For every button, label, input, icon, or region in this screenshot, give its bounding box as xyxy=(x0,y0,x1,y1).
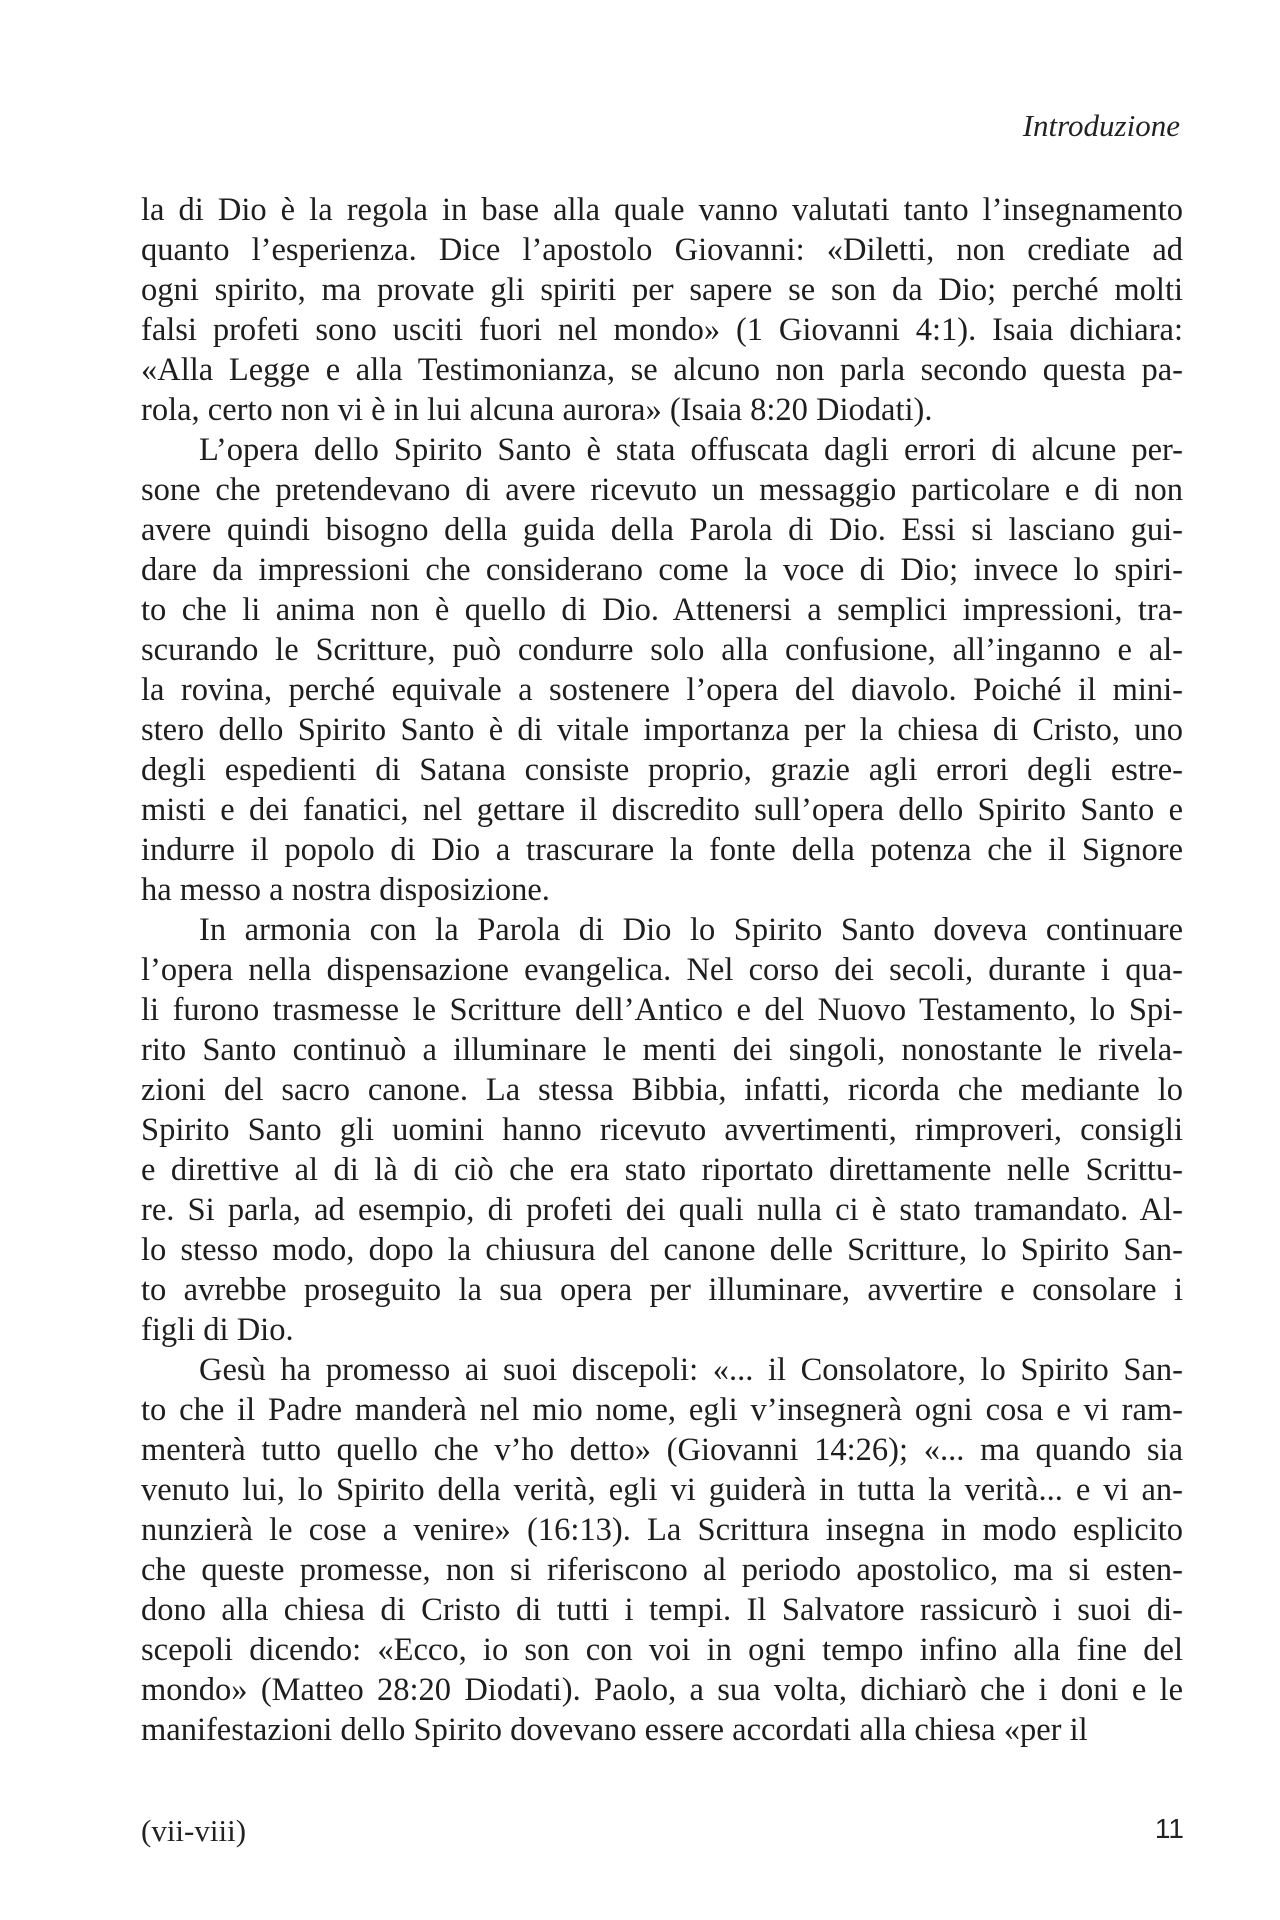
text-line: dono alla chiesa di Cristo di tutti i tempi. Il Salvatore rassicurò i suoi di- xyxy=(141,1592,1183,1628)
text-line: e direttive al di là di ciò che era stato riportato direttamente nelle Scrittu- xyxy=(141,1152,1183,1188)
section-reference: (vii-viii) xyxy=(141,1813,247,1848)
text-line: falsi profeti sono usciti fuori nel mondo» (1 Giovanni 4:1). Isaia dichiara: xyxy=(141,312,1183,348)
text-line: quanto l’esperienza. Dice l’apostolo Giovanni: «Diletti, non crediate ad xyxy=(141,232,1183,268)
text-line: menterà tutto quello che v’ho detto» (Giovanni 14:26); «... ma quando sia xyxy=(141,1432,1183,1468)
paragraph xyxy=(141,190,1183,430)
running-header-title: Introduzione xyxy=(1022,108,1180,143)
text-line: ha messo a nostra disposizione. xyxy=(141,872,550,908)
text-line: re. Si parla, ad esempio, di profeti dei quali nulla ci è stato tramandato. Al- xyxy=(141,1192,1183,1228)
text-line: la di Dio è la regola in base alla quale vanno valutati tanto l’insegnamento xyxy=(141,192,1183,228)
text-line: rito Santo continuò a illuminare le menti dei singoli, nonostante le rivela- xyxy=(141,1032,1183,1068)
page-number: 11 xyxy=(1154,1813,1184,1844)
text-line: to avrebbe proseguito la sua opera per illuminare, avvertire e consolare i xyxy=(141,1272,1183,1308)
text-line: Spirito Santo gli uomini hanno ricevuto avvertimenti, rimproveri, consigli xyxy=(141,1112,1183,1148)
text-line: avere quindi bisogno della guida della Parola di Dio. Essi si lasciano gui- xyxy=(141,512,1183,548)
text-line: indurre il popolo di Dio a trascurare la fonte della potenza che il Signore xyxy=(141,832,1183,868)
text-line: figli di Dio. xyxy=(141,1312,294,1348)
text-line: Gesù ha promesso ai suoi discepoli: «... il Consolatore, lo Spirito San- xyxy=(199,1352,1183,1388)
text-line: manifestazioni dello Spirito dovevano essere accordati alla chiesa «per il xyxy=(141,1712,1088,1748)
text-line: sone che pretendevano di avere ricevuto un messaggio particolare e di non xyxy=(141,472,1183,508)
text-line: la rovina, perché equivale a sostenere l’opera del diavolo. Poiché il mini- xyxy=(141,672,1183,708)
text-line: li furono trasmesse le Scritture dell’Antico e del Nuovo Testamento, lo Spi- xyxy=(141,992,1183,1028)
text-line: scurando le Scritture, può condurre solo alla confusione, all’inganno e al- xyxy=(141,632,1183,668)
text-line: misti e dei fanatici, nel gettare il discredito sull’opera dello Spirito Santo e xyxy=(141,792,1183,828)
text-line: scepoli dicendo: «Ecco, io son con voi in ogni tempo infino alla fine del xyxy=(141,1632,1183,1668)
text-line: In armonia con la Parola di Dio lo Spirito Santo doveva continuare xyxy=(199,912,1183,948)
text-line: nunzierà le cose a venire» (16:13). La Scrittura insegna in modo esplicito xyxy=(141,1512,1183,1548)
paragraph xyxy=(141,1350,1183,1750)
text-line: «Alla Legge e alla Testimonianza, se alcuno non parla secondo questa pa- xyxy=(141,352,1183,388)
text-line: to che il Padre manderà nel mio nome, egli v’insegnerà ogni cosa e vi ram- xyxy=(141,1392,1183,1428)
text-line: stero dello Spirito Santo è di vitale importanza per la chiesa di Cristo, uno xyxy=(141,712,1183,748)
body-text xyxy=(141,190,1183,1750)
text-line: rola, certo non vi è in lui alcuna aurora» (Isaia 8:20 Diodati). xyxy=(141,392,933,428)
text-line: l’opera nella dispensazione evangelica. Nel corso dei secoli, durante i qua- xyxy=(141,952,1183,988)
text-line: che queste promesse, non si riferiscono al periodo apostolico, ma si esten- xyxy=(141,1552,1183,1588)
text-line: dare da impressioni che considerano come la voce di Dio; invece lo spiri- xyxy=(141,552,1183,588)
text-line: zioni del sacro canone. La stessa Bibbia, infatti, ricorda che mediante lo xyxy=(141,1072,1183,1108)
text-line: lo stesso modo, dopo la chiusura del canone delle Scritture, lo Spirito San- xyxy=(141,1232,1183,1268)
paragraph xyxy=(141,910,1183,1350)
paragraph xyxy=(141,430,1183,910)
text-line: mondo» (Matteo 28:20 Diodati). Paolo, a sua volta, dichiarò che i doni e le xyxy=(141,1672,1183,1708)
text-line: degli espedienti di Satana consiste proprio, grazie agli errori degli estre- xyxy=(141,752,1183,788)
text-line: to che li anima non è quello di Dio. Attenersi a semplici impressioni, tra- xyxy=(141,592,1183,628)
text-line: ogni spirito, ma provate gli spiriti per sapere se son da Dio; perché molti xyxy=(141,272,1183,308)
text-line: L’opera dello Spirito Santo è stata offuscata dagli errori di alcune per- xyxy=(199,432,1183,468)
text-line: venuto lui, lo Spirito della verità, egli vi guiderà in tutta la verità... e vi an- xyxy=(141,1472,1183,1508)
